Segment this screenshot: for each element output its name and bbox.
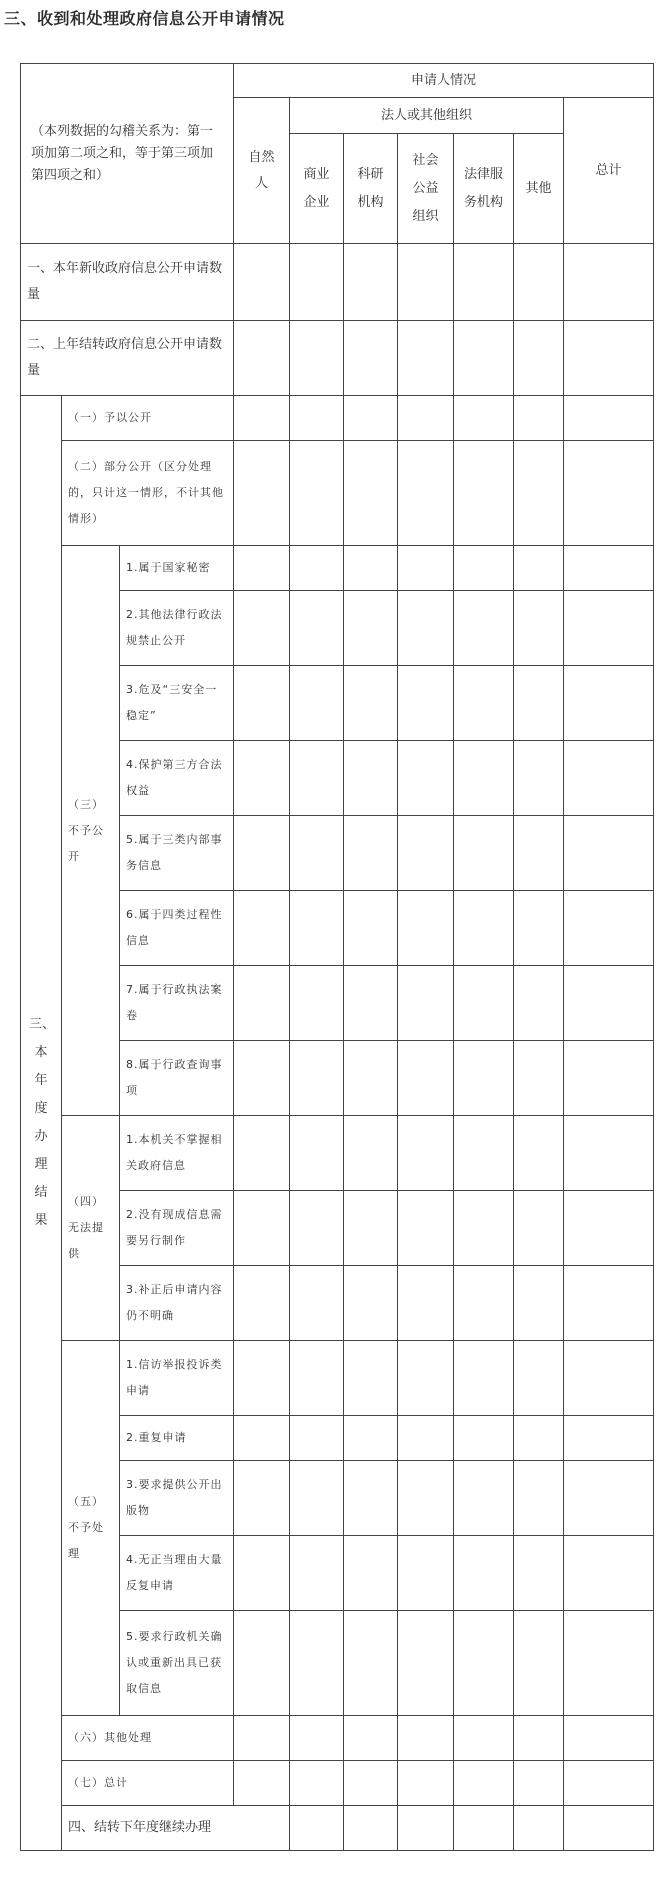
empty-value-cell [398,891,454,966]
empty-value-cell [290,1191,344,1266]
empty-value-cell [290,546,344,591]
natural-person-header: 自然人 [234,98,290,244]
empty-value-cell [454,1761,514,1806]
empty-value-cell [344,816,398,891]
empty-value-cell [344,966,398,1041]
empty-value-cell [290,741,344,816]
empty-value-cell [234,1611,290,1716]
empty-value-cell [564,966,654,1041]
empty-value-cell [398,1806,454,1851]
empty-value-cell [514,1191,564,1266]
empty-value-cell [398,1116,454,1191]
empty-value-cell [234,1536,290,1611]
empty-value-cell [344,741,398,816]
empty-value-cell [290,1611,344,1716]
item-three-safety: 3.危及“三安全一稳定” [120,666,234,741]
empty-value-cell [344,546,398,591]
empty-value-cell [564,1266,654,1341]
empty-value-cell [398,321,454,396]
empty-value-cell [514,546,564,591]
empty-value-cell [514,1041,564,1116]
empty-value-cell [564,321,654,396]
empty-value-cell [290,816,344,891]
empty-value-cell [454,1461,514,1536]
empty-value-cell [398,1611,454,1716]
empty-value-cell [290,966,344,1041]
empty-value-cell [454,891,514,966]
empty-value-cell [234,666,290,741]
empty-value-cell [454,741,514,816]
empty-value-cell [344,244,398,321]
section-heading: 三、收到和处理政府信息公开申请情况 [4,9,285,28]
item-needs-creation: 2.没有现成信息需要另行制作 [120,1191,234,1266]
empty-value-cell [514,441,564,546]
item-repeat: 2.重复申请 [120,1416,234,1461]
empty-value-cell [454,1116,514,1191]
empty-value-cell [344,1461,398,1536]
empty-value-cell [514,891,564,966]
group-not-processed: （五）不予处理 [62,1341,120,1716]
empty-value-cell [398,1191,454,1266]
empty-value-cell [564,1116,654,1191]
empty-value-cell [290,1461,344,1536]
empty-value-cell [514,1266,564,1341]
social-header: 社会公益组织 [398,134,454,244]
empty-value-cell [514,321,564,396]
empty-value-cell [290,244,344,321]
item-still-unclear: 3.补正后申请内容仍不明确 [120,1266,234,1341]
item-internal-affairs: 5.属于三类内部事务信息 [120,816,234,891]
empty-value-cell [344,591,398,666]
empty-value-cell [454,546,514,591]
empty-value-cell [454,1041,514,1116]
empty-value-cell [398,591,454,666]
empty-value-cell [564,666,654,741]
empty-value-cell [564,1041,654,1116]
empty-value-cell [290,321,344,396]
empty-value-cell [344,1761,398,1806]
empty-value-cell [290,1806,344,1851]
empty-value-cell [234,741,290,816]
legal-entities-header: 法人或其他组织 [290,98,564,134]
empty-value-cell [344,1341,398,1416]
empty-value-cell [398,1041,454,1116]
empty-value-cell [234,396,290,441]
empty-value-cell [398,816,454,891]
other-header: 其他 [514,134,564,244]
empty-value-cell [454,591,514,666]
empty-value-cell [454,816,514,891]
empty-value-cell [564,1191,654,1266]
empty-value-cell [398,666,454,741]
empty-value-cell [564,1716,654,1761]
empty-value-cell [234,321,290,396]
item-not-held: 1.本机关不掌握相关政府信息 [120,1116,234,1191]
empty-value-cell [290,1536,344,1611]
empty-value-cell [514,1461,564,1536]
empty-value-cell [514,1416,564,1461]
row-other-handling: （六）其他处理 [62,1716,234,1761]
empty-value-cell [234,1041,290,1116]
section3-label: 三、本年度办理结果 [21,396,62,1851]
empty-value-cell [454,1716,514,1761]
applicant-header: 申请人情况 [234,64,654,98]
item-reconfirm: 5.要求行政机关确认或重新出具已获取信息 [120,1611,234,1716]
empty-value-cell [234,1341,290,1416]
empty-value-cell [344,1536,398,1611]
empty-value-cell [514,816,564,891]
item-third-party: 4.保护第三方合法权益 [120,741,234,816]
empty-value-cell [290,441,344,546]
empty-value-cell [564,741,654,816]
legal-service-header: 法律服务机构 [454,134,514,244]
empty-value-cell [344,396,398,441]
empty-value-cell [234,966,290,1041]
empty-value-cell [290,891,344,966]
empty-value-cell [514,666,564,741]
empty-value-cell [564,1761,654,1806]
empty-value-cell [344,666,398,741]
empty-value-cell [290,1761,344,1806]
empty-value-cell [454,966,514,1041]
item-process-info: 6.属于四类过程性信息 [120,891,234,966]
empty-value-cell [290,591,344,666]
empty-value-cell [344,1806,398,1851]
empty-value-cell [234,1461,290,1536]
empty-value-cell [344,321,398,396]
row-partially-disclosed: （二）部分公开（区分处理的，只计这一情形，不计其他情形） [62,441,234,546]
empty-value-cell [564,1461,654,1536]
item-inquiry-matters: 8.属于行政查询事项 [120,1041,234,1116]
item-state-secret: 1.属于国家秘密 [120,546,234,591]
total-header: 总计 [564,98,654,244]
empty-value-cell [564,546,654,591]
empty-value-cell [564,1341,654,1416]
empty-value-cell [398,1416,454,1461]
empty-value-cell [290,396,344,441]
empty-value-cell [514,741,564,816]
empty-value-cell [290,1266,344,1341]
empty-value-cell [344,1041,398,1116]
empty-value-cell [564,396,654,441]
empty-value-cell [564,1611,654,1716]
empty-value-cell [564,441,654,546]
empty-value-cell [454,1341,514,1416]
application-table [20,63,654,1851]
empty-value-cell [454,1611,514,1716]
empty-value-cell [290,1116,344,1191]
empty-value-cell [514,1806,564,1851]
empty-value-cell [398,1341,454,1416]
empty-value-cell [398,966,454,1041]
empty-value-cell [564,891,654,966]
empty-value-cell [398,244,454,321]
item-legal-prohibition: 2.其他法律行政法规禁止公开 [120,591,234,666]
empty-value-cell [514,1116,564,1191]
empty-value-cell [398,1716,454,1761]
empty-value-cell [398,1536,454,1611]
empty-value-cell [564,816,654,891]
empty-value-cell [398,741,454,816]
empty-value-cell [344,1116,398,1191]
empty-value-cell [564,1806,654,1851]
empty-value-cell [454,1191,514,1266]
empty-value-cell [514,591,564,666]
empty-value-cell [514,1761,564,1806]
empty-value-cell [454,1416,514,1461]
empty-value-cell [344,1266,398,1341]
empty-value-cell [454,666,514,741]
empty-value-cell [344,1416,398,1461]
empty-value-cell [398,441,454,546]
empty-value-cell [234,891,290,966]
group-unable-to-provide: （四）无法提供 [62,1116,120,1341]
empty-value-cell [234,1761,290,1806]
group-not-disclosed: （三）不予公开 [62,546,120,1116]
empty-value-cell [454,244,514,321]
empty-value-cell [454,396,514,441]
empty-value-cell [514,1341,564,1416]
commercial-header: 商业企业 [290,134,344,244]
empty-value-cell [564,1536,654,1611]
row-carried-over: 二、上年结转政府信息公开申请数量 [21,321,234,396]
row-subtotal: （七）总计 [62,1761,234,1806]
empty-value-cell [234,441,290,546]
empty-value-cell [514,396,564,441]
empty-value-cell [398,1266,454,1341]
empty-value-cell [290,1341,344,1416]
empty-value-cell [454,1806,514,1851]
row-carry-forward: 四、结转下年度继续办理 [62,1806,290,1851]
empty-value-cell [290,1416,344,1461]
note-cell: （本列数据的勾稽关系为：第一项加第二项之和，等于第三项加第四项之和） [21,64,234,244]
empty-value-cell [454,1266,514,1341]
item-repeated-mass: 4.无正当理由大量反复申请 [120,1536,234,1611]
empty-value-cell [290,666,344,741]
empty-value-cell [344,441,398,546]
empty-value-cell [398,1461,454,1536]
empty-value-cell [454,321,514,396]
empty-value-cell [454,1536,514,1611]
empty-value-cell [514,1611,564,1716]
row-new-applications: 一、本年新收政府信息公开申请数量 [21,244,234,321]
item-publication: 3.要求提供公开出版物 [120,1461,234,1536]
research-header: 科研机构 [344,134,398,244]
empty-value-cell [234,1716,290,1761]
empty-value-cell [344,891,398,966]
empty-value-cell [344,1716,398,1761]
row-disclosed: （一）予以公开 [62,396,234,441]
item-enforcement-files: 7.属于行政执法案卷 [120,966,234,1041]
empty-value-cell [344,1611,398,1716]
empty-value-cell [514,1536,564,1611]
empty-value-cell [398,546,454,591]
empty-value-cell [564,1416,654,1461]
empty-value-cell [234,244,290,321]
empty-value-cell [514,244,564,321]
item-petition: 1.信访举报投诉类申请 [120,1341,234,1416]
empty-value-cell [234,1191,290,1266]
empty-value-cell [290,1041,344,1116]
empty-value-cell [344,1191,398,1266]
empty-value-cell [234,546,290,591]
empty-value-cell [514,1716,564,1761]
empty-value-cell [234,591,290,666]
empty-value-cell [290,1716,344,1761]
empty-value-cell [398,396,454,441]
empty-value-cell [234,1416,290,1461]
empty-value-cell [564,244,654,321]
empty-value-cell [234,1266,290,1341]
empty-value-cell [234,816,290,891]
empty-value-cell [234,1116,290,1191]
empty-value-cell [564,591,654,666]
empty-value-cell [398,1761,454,1806]
empty-value-cell [514,966,564,1041]
empty-value-cell [454,441,514,546]
